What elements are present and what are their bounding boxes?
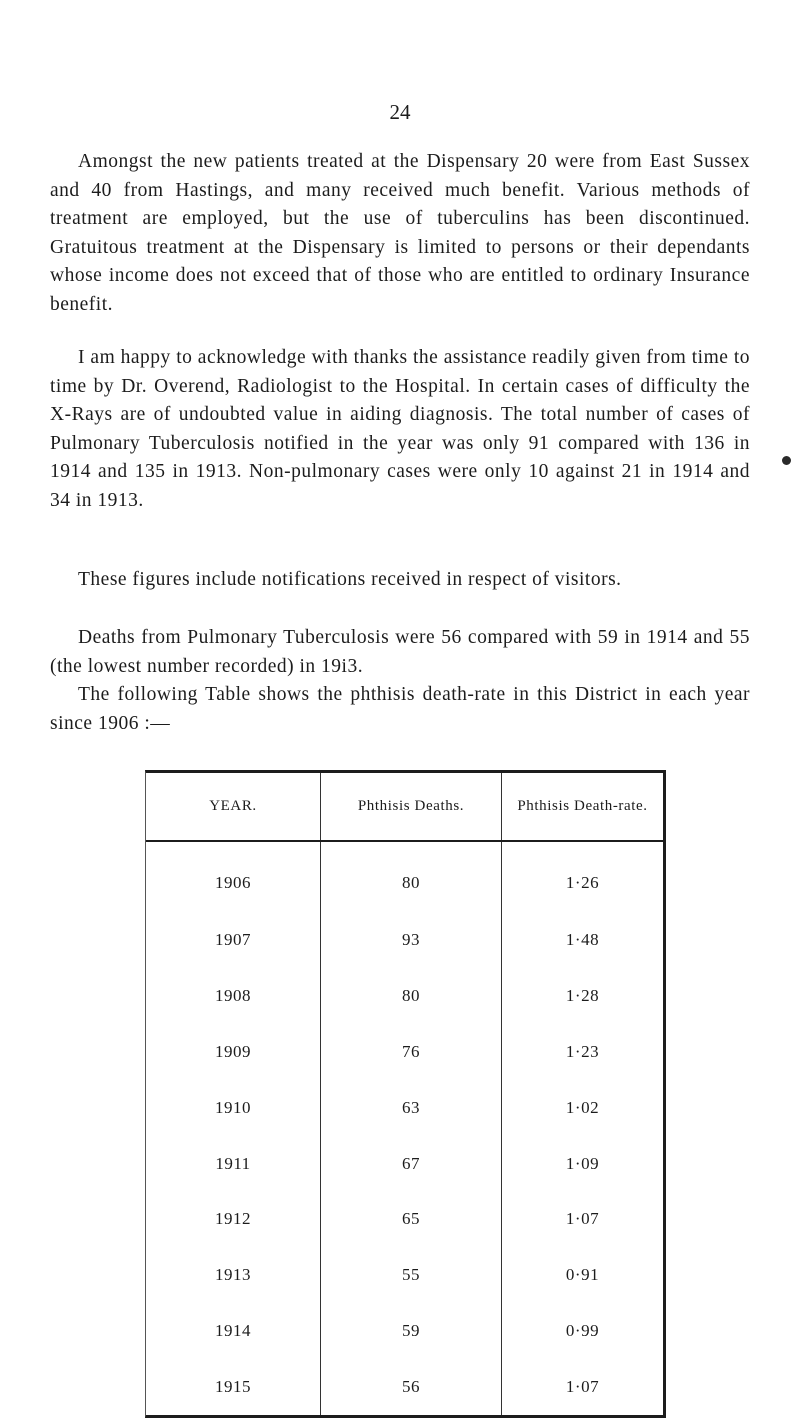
cell-year: 1909 xyxy=(215,1041,251,1061)
cell-deaths: 80 xyxy=(321,841,502,912)
paragraph-text: The following Table shows the phthisis death-rate in this District in each year since 1906 :— xyxy=(50,684,750,734)
paragraph-text: Amongst the new patients treated at the Dispensary 20 were from East Sussex and 40 from Hastings, and many received much benefit. Various methods of treatment are employed, but the use of tuberculins has been discontinued. Gratuitous treatment at the Dispensary is limited to persons or their dependants whose income does not exceed that of those who are entitled to ordinary Insurance benefit. xyxy=(50,151,750,315)
cell-deaths: 65 xyxy=(321,1192,502,1248)
phthisis-table-frame xyxy=(145,770,666,1418)
header-deaths: Phthisis Deaths. xyxy=(321,773,502,841)
page-number: 24 xyxy=(389,100,411,124)
cell-death-rate: 0·99 xyxy=(502,1303,664,1359)
cell-year: 1906 xyxy=(215,872,251,892)
cell-deaths: 76 xyxy=(321,1024,502,1080)
cell-year: 1911 xyxy=(215,1153,251,1173)
table-header-row xyxy=(146,773,663,841)
cell-year: 1910 xyxy=(215,1097,251,1117)
paragraph-text: These figures include notifications received in respect of visitors. xyxy=(78,569,622,590)
cell-death-rate: 1·23 xyxy=(502,1024,664,1080)
table-row xyxy=(146,1359,663,1415)
cell-year: 1913 xyxy=(215,1265,251,1285)
cell-death-rate: 0·91 xyxy=(502,1247,664,1303)
cell-year: 1915 xyxy=(215,1377,251,1397)
table-row xyxy=(146,1192,663,1248)
paragraph-text: Deaths from Pulmonary Tuberculosis were 56 compared with 59 in 1914 and 55 (the lowest number recorded) in 19i3. xyxy=(50,627,750,677)
table-row xyxy=(146,1080,663,1136)
cell-death-rate: 1·02 xyxy=(502,1080,664,1136)
header-death-rate: Phthisis Death-rate. xyxy=(502,773,664,841)
cell-year: 1914 xyxy=(215,1321,251,1341)
table-row xyxy=(146,1247,663,1303)
paragraph-table-intro xyxy=(50,681,750,738)
cell-deaths: 93 xyxy=(321,912,502,968)
margin-ink-dot xyxy=(782,456,791,465)
table-row xyxy=(146,968,663,1024)
cell-deaths: 56 xyxy=(321,1359,502,1415)
cell-death-rate: 1·07 xyxy=(502,1192,664,1248)
paragraph-deaths xyxy=(50,624,750,681)
cell-deaths: 59 xyxy=(321,1303,502,1359)
paragraph-new-patients xyxy=(50,148,750,320)
phthisis-death-rate-table xyxy=(146,773,663,1415)
cell-deaths: 80 xyxy=(321,968,502,1024)
cell-death-rate: 1·48 xyxy=(502,912,664,968)
cell-deaths: 67 xyxy=(321,1136,502,1192)
cell-year: 1908 xyxy=(215,986,251,1006)
cell-death-rate: 1·07 xyxy=(502,1359,664,1415)
paragraph-visitors xyxy=(50,566,750,595)
table-row xyxy=(146,841,663,912)
table-row xyxy=(146,912,663,968)
cell-year: 1912 xyxy=(215,1209,251,1229)
cell-death-rate: 1·28 xyxy=(502,968,664,1024)
cell-deaths: 55 xyxy=(321,1247,502,1303)
cell-deaths: 63 xyxy=(321,1080,502,1136)
header-year: YEAR. xyxy=(146,773,321,841)
table-row xyxy=(146,1136,663,1192)
cell-death-rate: 1·26 xyxy=(502,841,664,912)
paragraph-radiologist xyxy=(50,344,750,516)
table-row xyxy=(146,1024,663,1080)
paragraph-text: I am happy to acknowledge with thanks the assistance readily given from time to time by Dr. Overend, Radiologist to the Hospital. In certain cases of difficulty the X-Rays are of undoubted value in aiding diagnosis. The total number of cases of Pulmonary Tuberculosis notified in the year was only 91 compared with 136 in 1914 and 135 in 1913. Non-pulmonary cases were only 10 against 21 in 1914 and 34 in 1913. xyxy=(50,347,750,511)
cell-death-rate: 1·09 xyxy=(502,1136,664,1192)
table-row xyxy=(146,1303,663,1359)
cell-year: 1907 xyxy=(215,930,251,950)
